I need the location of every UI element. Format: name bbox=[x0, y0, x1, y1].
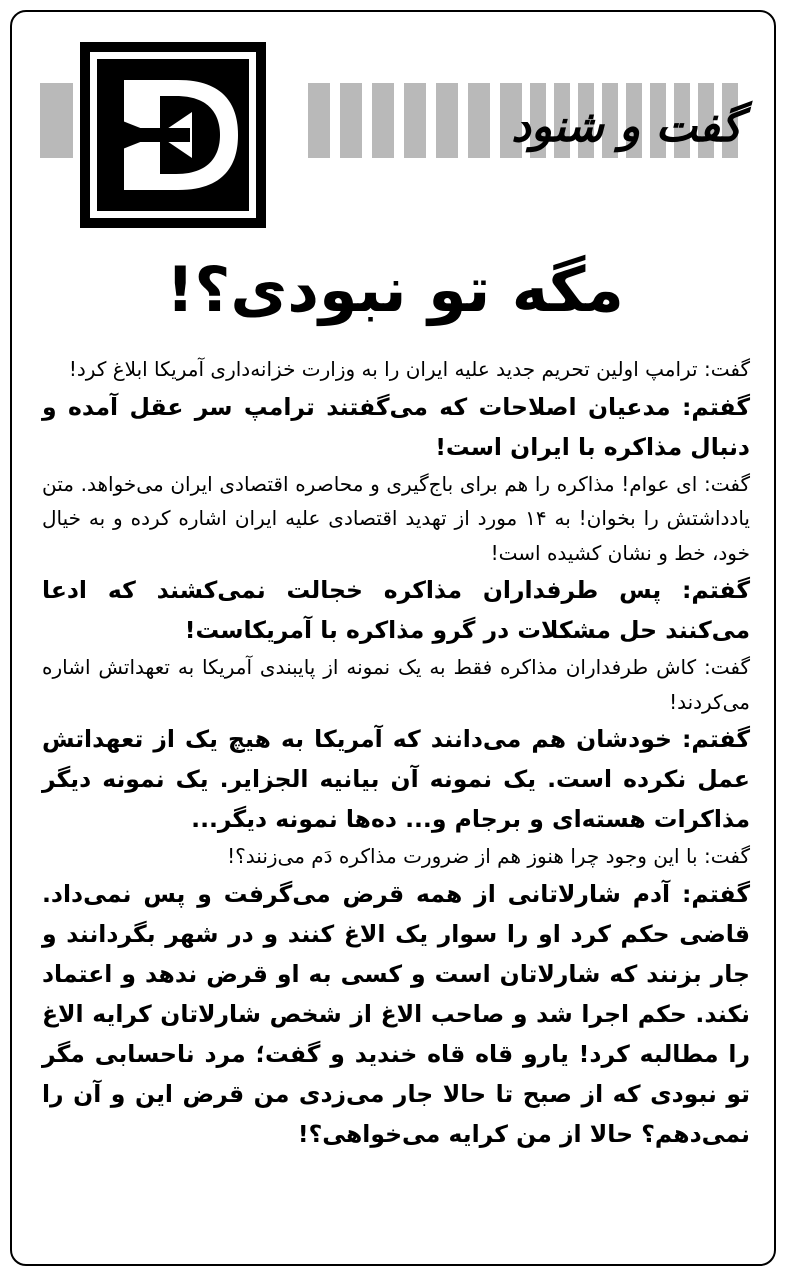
paragraph-text: کاش طرفداران مذاکره فقط به یک نمونه از پایبندی آمریکا به تعهداتش اشاره می‌کردند! bbox=[42, 655, 750, 714]
speaker-label: گفت: bbox=[703, 471, 750, 496]
paragraph-gaft-2 bbox=[42, 467, 750, 571]
speaker-label: گفت: bbox=[703, 357, 750, 381]
speaker-label: گفت: bbox=[703, 655, 750, 679]
paragraph-goftam-2 bbox=[42, 570, 750, 650]
paragraph-text: ای عوام! مذاکره را هم برای باج‌گیری و محاصره اقتصادی ایران می‌خواهد. متن یادداشتش را بخوان! به ۱۴ مورد از تهدید اقتصادی علیه ایران اشاره کرده و به خیال خود، خط و نشان کشیده است! bbox=[42, 471, 750, 565]
speaker-label: گفتم: bbox=[682, 725, 750, 753]
paragraph-text: ترامپ اولین تحریم جدید علیه ایران را به وزارت خزانه‌داری آمریکا ابلاغ کرد! bbox=[68, 357, 704, 381]
paragraph-gaft-1 bbox=[42, 352, 750, 387]
paragraph-goftam-4 bbox=[42, 874, 750, 1154]
speaker-label: گفتم: bbox=[682, 576, 750, 604]
publication-logo bbox=[80, 42, 266, 228]
article-body bbox=[42, 352, 750, 1257]
paragraph-text: با این وجود چرا هنوز هم از ضرورت مذاکره دَم می‌زنند؟! bbox=[227, 844, 704, 868]
paragraph-goftam-3 bbox=[42, 719, 750, 839]
paragraph-text: مدعیان اصلاحات که می‌گفتند ترامپ سر عقل آمده و دنبال مذاکره با ایران است! bbox=[42, 392, 750, 461]
paragraph-text: پس طرفداران مذاکره خجالت نمی‌کشند که ادعا می‌کنند حل مشکلات در گرو مذاکره با آمریکاست! bbox=[42, 576, 750, 644]
paragraph-goftam-1 bbox=[42, 387, 750, 467]
speaker-label: گفتم: bbox=[682, 392, 750, 421]
speaker-label: گفت: bbox=[703, 844, 750, 868]
headline: مگه تو نبودی؟! bbox=[166, 253, 624, 326]
paragraph-gaft-3 bbox=[42, 650, 750, 719]
section-title: گفت و شنود bbox=[511, 101, 742, 152]
paragraph-text: آدم شارلاتانی از همه قرض می‌گرفت و پس نمی‌داد. قاضی حکم کرد او را سوار یک الاغ کنند و در شهر بگردانند و جار بزنند که شارلاتان است و کسی به او قرض ندهد و اعتماد نکند. حکم اجرا شد و صاحب الاغ از شخص شارلاتان کرایه الاغ را مطالبه کرد! یارو قاه قاه خندید و گفت؛ مرد ناحسابی مگر تو نبودی که از صبح تا حالا جار می‌زدی من قرض این و آن را نمی‌دهم؟ حالا از من کرایه می‌خواهی؟! bbox=[42, 879, 750, 1148]
speaker-label: گفتم: bbox=[682, 879, 750, 908]
paragraph-text: خودشان هم می‌دانند که آمریکا به هیچ یک از تعهداتش عمل نکرده است. یک نمونه آن بیانیه الجزایر. یک نمونه دیگر مذاکرات هسته‌ای و برجام و... ده‌ها نمونه دیگر... bbox=[42, 725, 750, 833]
paragraph-gaft-4 bbox=[42, 839, 750, 874]
